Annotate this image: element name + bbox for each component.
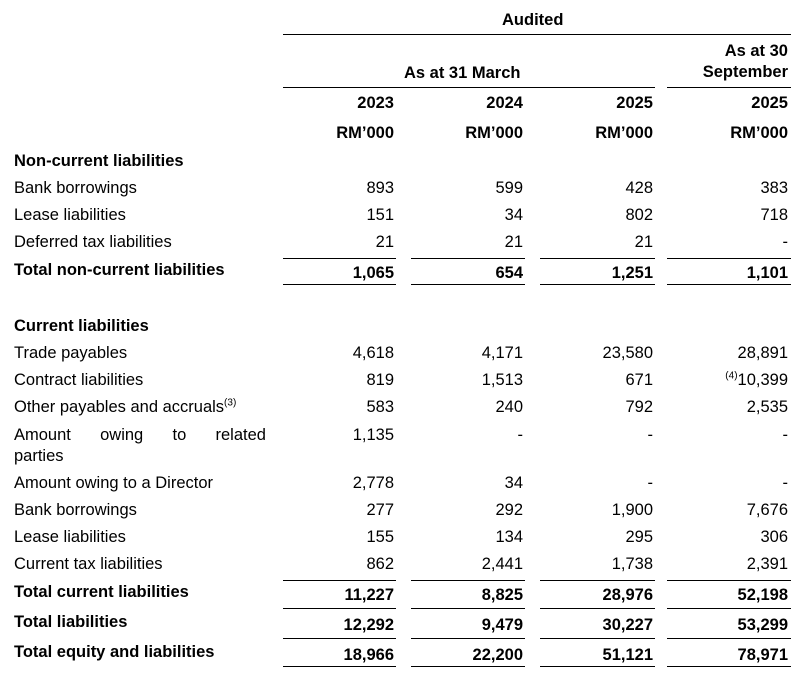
rule — [411, 580, 525, 581]
total-non-current-label: Total non-current liabilities — [14, 261, 225, 279]
total-equity-liabilities-label: Total equity and liabilities — [14, 643, 215, 661]
current-tax-sep: 2,391 — [746, 555, 788, 573]
c-lease-2024: 134 — [495, 528, 523, 546]
other-payables-2025: 792 — [625, 398, 653, 416]
total-liabilities-2023: 12,292 — [343, 616, 394, 634]
current-tax-2024: 2,441 — [481, 555, 523, 573]
c-lease-2023: 155 — [366, 528, 394, 546]
related-parties-sep: - — [782, 426, 788, 444]
contract-liabilities-label: Contract liabilities — [14, 371, 144, 389]
c-lease-label: Lease liabilities — [14, 528, 126, 546]
unit-col1: RM’000 — [336, 124, 394, 142]
rule — [667, 580, 791, 581]
year-2025-sep: 2025 — [751, 94, 788, 112]
trade-payables-2024: 4,171 — [481, 344, 523, 362]
unit-col2: RM’000 — [465, 124, 523, 142]
year-2024: 2024 — [486, 94, 523, 112]
total-equity-liabilities-2025: 51,121 — [602, 646, 653, 664]
rule — [667, 258, 791, 259]
contract-liabilities-sep-value: 10,399 — [737, 371, 788, 389]
contract-liabilities-2025: 671 — [625, 371, 653, 389]
total-liabilities-label: Total liabilities — [14, 613, 128, 631]
audited-heading: Audited — [502, 11, 564, 29]
rule — [283, 608, 396, 609]
current-tax-2023: 862 — [366, 555, 394, 573]
rule — [283, 284, 396, 285]
rule — [540, 284, 655, 285]
rule — [540, 258, 655, 259]
total-equity-liabilities-2024: 22,200 — [472, 646, 523, 664]
rule — [283, 258, 396, 259]
related-parties-label-line1 — [14, 426, 266, 445]
unit-col3: RM’000 — [595, 124, 653, 142]
rule — [540, 608, 655, 609]
unit-col4: RM’000 — [730, 124, 788, 142]
nc-lease-sep: 718 — [760, 206, 788, 224]
other-payables-text: Other payables and accruals — [14, 398, 225, 416]
nc-deferred-tax-sep: - — [782, 233, 788, 251]
total-current-2025: 28,976 — [602, 586, 653, 604]
nc-bank-borrowings-label: Bank borrowings — [14, 179, 137, 197]
word: related — [215, 426, 266, 444]
related-parties-2023: 1,135 — [352, 426, 394, 444]
total-liabilities-2025: 30,227 — [602, 616, 653, 634]
sep-heading-line2: September — [702, 63, 788, 81]
nc-deferred-tax-label: Deferred tax liabilities — [14, 233, 172, 251]
rule — [283, 666, 396, 667]
rule — [411, 638, 525, 639]
contract-liabilities-2024: 1,513 — [481, 371, 523, 389]
rule — [411, 608, 525, 609]
nc-lease-2024: 34 — [504, 206, 523, 224]
total-current-2023: 11,227 — [344, 586, 394, 604]
nc-deferred-tax-2023: 21 — [375, 233, 394, 251]
c-bank-borrowings-2024: 292 — [495, 501, 523, 519]
year-2023: 2023 — [357, 94, 394, 112]
rule — [411, 284, 525, 285]
word: Amount — [14, 426, 71, 444]
march-rule — [283, 87, 655, 88]
contract-liabilities-2023: 819 — [366, 371, 394, 389]
rule — [540, 638, 655, 639]
trade-payables-2023: 4,618 — [352, 344, 394, 362]
nc-lease-label: Lease liabilities — [14, 206, 126, 224]
c-lease-sep: 306 — [760, 528, 788, 546]
other-payables-sep: 2,535 — [746, 398, 788, 416]
total-equity-liabilities-2023: 18,966 — [343, 646, 394, 664]
director-2023: 2,778 — [352, 474, 394, 492]
c-bank-borrowings-label: Bank borrowings — [14, 501, 137, 519]
trade-payables-sep: 28,891 — [737, 344, 788, 362]
rule — [411, 258, 525, 259]
total-equity-liabilities-sep: 78,971 — [737, 646, 788, 664]
total-current-sep: 52,198 — [737, 586, 788, 604]
rule — [667, 608, 791, 609]
year-2025: 2025 — [616, 94, 653, 112]
footnote-3: (3) — [224, 397, 237, 409]
word: to — [172, 426, 187, 444]
current-heading: Current liabilities — [14, 317, 149, 335]
c-bank-borrowings-sep: 7,676 — [746, 501, 788, 519]
march-heading: As at 31 March — [404, 64, 521, 82]
nc-bank-borrowings-2023: 893 — [366, 179, 394, 197]
rule — [667, 284, 791, 285]
current-tax-label: Current tax liabilities — [14, 555, 163, 573]
director-label: Amount owing to a Director — [14, 474, 214, 492]
word: owing — [100, 426, 144, 444]
sep-heading-line1: As at 30 — [724, 42, 788, 60]
total-current-label: Total current liabilities — [14, 583, 189, 601]
c-bank-borrowings-2025: 1,900 — [611, 501, 653, 519]
other-payables-2024: 240 — [495, 398, 523, 416]
total-non-current-2024: 654 — [495, 264, 523, 282]
rule — [283, 580, 396, 581]
related-parties-2024: - — [517, 426, 523, 444]
rule — [667, 638, 791, 639]
rule — [540, 666, 655, 667]
total-liabilities-sep: 53,299 — [737, 616, 788, 634]
trade-payables-label: Trade payables — [14, 344, 128, 362]
nc-bank-borrowings-sep: 383 — [760, 179, 788, 197]
rule — [667, 666, 791, 667]
nc-lease-2025: 802 — [625, 206, 653, 224]
other-payables-2023: 583 — [366, 398, 394, 416]
trade-payables-2025: 23,580 — [602, 344, 653, 362]
c-lease-2025: 295 — [625, 528, 653, 546]
director-2024: 34 — [504, 474, 523, 492]
total-non-current-2025: 1,251 — [611, 264, 653, 282]
director-sep: - — [782, 474, 788, 492]
related-parties-2025: - — [647, 426, 653, 444]
rule — [540, 580, 655, 581]
total-liabilities-2024: 9,479 — [481, 616, 523, 634]
rule — [411, 666, 525, 667]
rule — [283, 638, 396, 639]
other-payables-label — [14, 398, 236, 417]
nc-deferred-tax-2024: 21 — [504, 233, 523, 251]
c-bank-borrowings-2023: 277 — [366, 501, 394, 519]
related-parties-label-line2: parties — [14, 447, 64, 465]
nc-lease-2023: 151 — [366, 206, 394, 224]
nc-bank-borrowings-2025: 428 — [625, 179, 653, 197]
nc-deferred-tax-2025: 21 — [634, 233, 653, 251]
director-2025: - — [647, 474, 653, 492]
total-current-2024: 8,825 — [481, 586, 523, 604]
sep-rule — [667, 87, 791, 88]
non-current-heading: Non-current liabilities — [14, 152, 184, 170]
nc-bank-borrowings-2024: 599 — [495, 179, 523, 197]
footnote-4: (4) — [725, 370, 738, 382]
current-tax-2025: 1,738 — [611, 555, 653, 573]
total-non-current-2023: 1,065 — [352, 264, 394, 282]
contract-liabilities-sep — [725, 371, 788, 390]
total-non-current-sep: 1,101 — [746, 264, 788, 282]
audited-rule — [283, 34, 791, 35]
